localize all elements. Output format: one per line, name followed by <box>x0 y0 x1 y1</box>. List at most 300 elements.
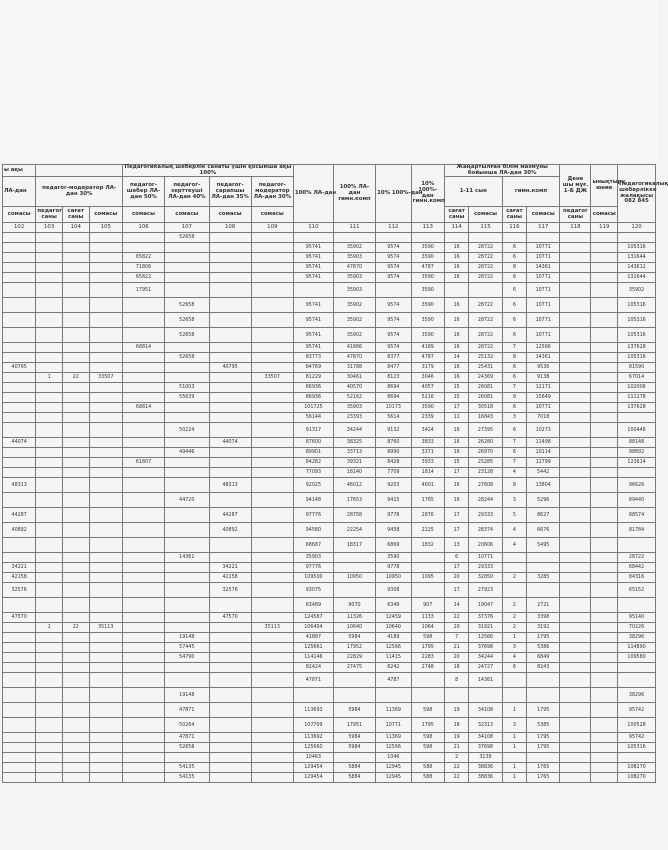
table-cell <box>591 383 618 393</box>
table-row <box>3 343 656 353</box>
table-cell: 11369 <box>376 703 412 718</box>
table-cell: 18140 <box>333 468 375 478</box>
table-cell <box>165 623 209 633</box>
table-cell <box>3 718 36 733</box>
table-cell <box>89 663 122 673</box>
column-number: 118 <box>560 223 591 233</box>
table-cell <box>251 393 293 403</box>
table-cell: 6849 <box>527 653 560 663</box>
table-cell <box>333 233 375 243</box>
table-cell: 9415 <box>376 493 412 508</box>
table-cell: 9458 <box>376 523 412 538</box>
table-cell: 35113 <box>89 623 122 633</box>
header-cell: сағат саны <box>444 207 468 223</box>
table-cell <box>560 538 591 553</box>
table-row <box>3 643 656 653</box>
table-cell <box>62 663 89 673</box>
table-cell <box>209 733 251 743</box>
table-cell: 3 <box>502 413 526 423</box>
table-cell <box>89 733 122 743</box>
table-cell <box>3 753 36 763</box>
table-cell: 3192 <box>527 623 560 633</box>
table-cell <box>591 613 618 623</box>
table-cell: 9574 <box>376 273 412 283</box>
header-cell: сомасы <box>591 207 618 223</box>
table-cell <box>165 478 209 493</box>
table-cell <box>251 313 293 328</box>
table-cell: 137628 <box>618 343 656 353</box>
table-row <box>3 328 656 343</box>
table-cell: 18 <box>444 718 468 733</box>
table-cell <box>89 353 122 363</box>
table-cell <box>376 283 412 298</box>
table-cell <box>591 313 618 328</box>
table-cell <box>122 523 164 538</box>
table-cell <box>36 598 63 613</box>
table-cell <box>560 448 591 458</box>
table-cell: 3371 <box>411 448 444 458</box>
table-cell: 109500 <box>293 573 333 583</box>
table-cell: 6 <box>444 553 468 563</box>
column-number: 113 <box>411 223 444 233</box>
table-cell: 96626 <box>618 478 656 493</box>
table-cell <box>89 403 122 413</box>
table-cell: 95742 <box>618 703 656 718</box>
table-cell: 20 <box>444 623 468 633</box>
table-cell: 17 <box>444 563 468 573</box>
table-cell: 8694 <box>376 383 412 393</box>
table-cell: 83773 <box>293 353 333 363</box>
table-cell <box>591 508 618 523</box>
table-cell <box>89 718 122 733</box>
table-cell: 67014 <box>618 373 656 383</box>
header-cell: сомасы <box>469 207 502 223</box>
table-cell: 89901 <box>293 448 333 458</box>
table-cell <box>36 753 63 763</box>
table-cell: 61807 <box>122 458 164 468</box>
table-cell <box>560 523 591 538</box>
table-cell: 1 <box>502 773 526 783</box>
table-cell: 44074 <box>3 438 36 448</box>
table-cell: 1046 <box>376 753 412 763</box>
table-cell <box>251 773 293 783</box>
table-cell <box>251 328 293 343</box>
table-cell: 52658 <box>165 313 209 328</box>
table-row <box>3 663 656 673</box>
table-cell: 1133 <box>411 613 444 623</box>
table-cell <box>62 653 89 663</box>
table-cell: 13804 <box>527 478 560 493</box>
table-cell: 129454 <box>293 763 333 773</box>
table-cell: 9574 <box>376 313 412 328</box>
table-cell: 48313 <box>3 478 36 493</box>
table-cell <box>209 343 251 353</box>
table-cell: 10771 <box>376 718 412 733</box>
table-cell: 5614 <box>376 413 412 423</box>
table-cell: 22254 <box>333 523 375 538</box>
header-cell: Педагогикалық шеберлік санаты үшін қосымша ақы 100% <box>122 165 293 177</box>
table-cell: 10771 <box>469 553 502 563</box>
table-cell: 6 <box>502 253 526 263</box>
table-cell: 588 <box>411 773 444 783</box>
table-cell <box>591 623 618 633</box>
table-cell: 65152 <box>618 583 656 598</box>
table-cell <box>36 233 63 243</box>
table-cell <box>122 448 164 458</box>
table-cell: 46012 <box>333 478 375 493</box>
table-cell <box>89 413 122 423</box>
table-cell <box>560 283 591 298</box>
table-cell: 10771 <box>527 298 560 313</box>
table-row <box>3 468 656 478</box>
column-number: 103 <box>36 223 63 233</box>
table-cell <box>122 703 164 718</box>
table-cell <box>209 663 251 673</box>
table-cell: 47870 <box>333 263 375 273</box>
table-cell <box>502 688 526 703</box>
table-cell: 35902 <box>333 313 375 328</box>
table-cell: 68814 <box>122 343 164 353</box>
table-cell <box>251 458 293 468</box>
table-cell <box>591 423 618 438</box>
table-cell <box>89 583 122 598</box>
table-cell <box>591 478 618 493</box>
table-cell: 17951 <box>122 283 164 298</box>
table-cell: 26081 <box>469 393 502 403</box>
table-cell: 11799 <box>527 458 560 468</box>
table-cell: 50264 <box>165 718 209 733</box>
table-cell: 4057 <box>411 383 444 393</box>
table-cell: 2339 <box>411 413 444 423</box>
table-cell <box>560 373 591 383</box>
table-cell: 13 <box>444 538 468 553</box>
table-cell: 3139 <box>469 753 502 763</box>
header-cell: сомасы <box>209 207 251 223</box>
table-cell: 131644 <box>618 253 656 263</box>
table-cell: 52658 <box>165 743 209 753</box>
table-cell <box>591 468 618 478</box>
table-cell: 37698 <box>469 743 502 753</box>
table-cell: 10640 <box>376 623 412 633</box>
table-cell: 77093 <box>293 468 333 478</box>
table-cell: 17 <box>444 523 468 538</box>
table-cell: 40795 <box>209 363 251 373</box>
table-cell <box>560 298 591 313</box>
column-number: 105 <box>89 223 122 233</box>
table-cell <box>62 393 89 403</box>
table-cell <box>165 413 209 423</box>
table-cell <box>62 538 89 553</box>
table-cell: 12566 <box>376 743 412 753</box>
table-cell <box>560 233 591 243</box>
table-cell <box>62 458 89 468</box>
table-row <box>3 773 656 783</box>
table-cell: 68442 <box>618 563 656 573</box>
table-cell <box>3 263 36 273</box>
table-cell: 11415 <box>376 653 412 663</box>
table-cell <box>89 448 122 458</box>
table-cell <box>62 243 89 253</box>
table-cell <box>618 663 656 673</box>
table-cell <box>3 538 36 553</box>
table-cell <box>251 478 293 493</box>
table-cell <box>89 423 122 438</box>
table-cell <box>62 328 89 343</box>
table-cell: 34221 <box>3 563 36 573</box>
table-cell <box>3 633 36 643</box>
table-cell <box>165 438 209 448</box>
table-cell <box>251 508 293 523</box>
table-cell: 19148 <box>165 633 209 643</box>
table-cell <box>209 423 251 438</box>
table-cell <box>293 233 333 243</box>
table-cell <box>560 413 591 423</box>
table-cell <box>444 283 468 298</box>
table-cell <box>165 563 209 573</box>
table-row <box>3 283 656 298</box>
table-cell: 35902 <box>333 243 375 253</box>
table-cell: 98892 <box>618 448 656 458</box>
table-cell <box>560 328 591 343</box>
table-cell <box>502 673 526 688</box>
table-cell: 108270 <box>618 773 656 783</box>
table-cell <box>560 243 591 253</box>
table-cell <box>89 328 122 343</box>
table-cell <box>560 688 591 703</box>
table-cell: 4787 <box>411 263 444 273</box>
table-cell <box>89 613 122 623</box>
table-cell: 95140 <box>618 613 656 623</box>
table-cell: 68687 <box>293 538 333 553</box>
table-cell <box>122 633 164 643</box>
table-cell <box>36 643 63 653</box>
table-cell <box>165 458 209 468</box>
table-cell: 1765 <box>527 763 560 773</box>
table-cell: 16 <box>444 438 468 448</box>
table-cell <box>36 383 63 393</box>
table-cell <box>251 403 293 413</box>
table-cell: 9132 <box>376 423 412 438</box>
table-cell <box>165 613 209 623</box>
salary-table <box>2 164 668 783</box>
table-cell <box>502 233 526 243</box>
table-cell: 92025 <box>293 478 333 493</box>
header-cell: ы ақы <box>3 165 36 177</box>
table-cell: 588 <box>411 763 444 773</box>
table-cell: 65822 <box>122 273 164 283</box>
table-cell <box>209 623 251 633</box>
table-cell <box>209 403 251 413</box>
table-cell: 94580 <box>293 523 333 538</box>
table-cell: 29333 <box>469 508 502 523</box>
table-cell <box>89 563 122 573</box>
table-cell: 41886 <box>333 343 375 353</box>
table-cell: 9574 <box>376 253 412 263</box>
table-cell <box>36 583 63 598</box>
header-cell: гимн.комп <box>502 177 560 207</box>
table-cell: 54135 <box>165 763 209 773</box>
table-cell <box>36 243 63 253</box>
table-cell <box>209 643 251 653</box>
table-cell: 3590 <box>411 253 444 263</box>
table-cell <box>62 753 89 763</box>
table-cell: 35903 <box>333 253 375 263</box>
table-cell <box>591 298 618 313</box>
table-cell <box>89 313 122 328</box>
table-cell <box>89 653 122 663</box>
table-row <box>3 653 656 663</box>
table-cell: 14361 <box>527 263 560 273</box>
table-cell <box>209 383 251 393</box>
table-row <box>3 353 656 363</box>
table-cell <box>62 688 89 703</box>
table-cell <box>122 773 164 783</box>
table-cell <box>618 753 656 763</box>
table-cell <box>251 243 293 253</box>
table-cell <box>36 493 63 508</box>
table-cell: 27395 <box>469 423 502 438</box>
table-cell: 106404 <box>293 623 333 633</box>
table-cell <box>62 313 89 328</box>
table-row <box>3 263 656 273</box>
table-cell <box>165 508 209 523</box>
table-cell <box>3 663 36 673</box>
table-cell <box>251 583 293 598</box>
table-cell <box>62 263 89 273</box>
table-cell <box>469 283 502 298</box>
table-cell: 6 <box>502 328 526 343</box>
table-cell <box>3 273 36 283</box>
table-cell <box>333 563 375 573</box>
table-cell <box>591 703 618 718</box>
table-cell: 3933 <box>411 458 444 468</box>
table-cell <box>36 253 63 263</box>
table-cell <box>36 478 63 493</box>
column-number: 112 <box>376 223 412 233</box>
table-row <box>3 763 656 773</box>
table-cell: 2 <box>444 753 468 763</box>
table-cell: 31788 <box>333 363 375 373</box>
table-cell <box>36 458 63 468</box>
table-cell <box>122 613 164 623</box>
table-cell <box>527 673 560 688</box>
table-cell <box>560 753 591 763</box>
table-cell <box>89 393 122 403</box>
table-cell <box>560 553 591 563</box>
table-cell: 35902 <box>618 283 656 298</box>
table-cell <box>62 508 89 523</box>
table-cell: 14361 <box>527 353 560 363</box>
table-cell <box>165 468 209 478</box>
table-cell: 88148 <box>618 438 656 448</box>
table-cell <box>62 633 89 643</box>
table-cell <box>209 273 251 283</box>
table-cell <box>122 478 164 493</box>
table-cell: 52658 <box>165 328 209 343</box>
table-cell: 8694 <box>376 393 412 403</box>
table-cell <box>591 438 618 448</box>
table-row <box>3 373 656 383</box>
table-cell: 28722 <box>469 313 502 328</box>
table-cell <box>122 373 164 383</box>
table-cell: 16 <box>444 423 468 438</box>
table-cell <box>122 753 164 763</box>
table-cell: 8990 <box>376 448 412 458</box>
table-cell <box>89 468 122 478</box>
table-cell: 1832 <box>411 538 444 553</box>
table-cell: 89440 <box>618 493 656 508</box>
table-cell: 1 <box>502 633 526 643</box>
table-cell: 52162 <box>333 393 375 403</box>
table-cell: 10771 <box>527 273 560 283</box>
table-cell: 10771 <box>527 253 560 263</box>
table-cell: 28722 <box>469 263 502 273</box>
table-cell: 9308 <box>376 583 412 598</box>
table-cell: 3179 <box>411 363 444 373</box>
table-cell: 105316 <box>618 328 656 343</box>
column-number-row <box>3 223 656 233</box>
table-cell: 2876 <box>411 508 444 523</box>
table-cell <box>165 363 209 373</box>
table-cell: 1795 <box>527 743 560 753</box>
table-cell <box>209 688 251 703</box>
table-cell <box>560 273 591 283</box>
table-cell: 18317 <box>333 538 375 553</box>
table-cell: 55639 <box>165 393 209 403</box>
table-cell: 6349 <box>376 598 412 613</box>
table-cell: 907 <box>411 598 444 613</box>
table-cell <box>411 753 444 763</box>
header-cell: сағат саны <box>62 207 89 223</box>
header-cell: педагог саны <box>560 207 591 223</box>
table-cell: 63489 <box>293 598 333 613</box>
table-cell <box>560 403 591 413</box>
header-cell: сомасы <box>251 207 293 223</box>
table-cell: 16 <box>444 313 468 328</box>
table-cell <box>62 353 89 363</box>
table-cell: 12945 <box>376 763 412 773</box>
table-row <box>3 363 656 373</box>
table-cell: 88574 <box>618 508 656 523</box>
table-cell <box>209 313 251 328</box>
table-cell: 6 <box>502 273 526 283</box>
table-cell <box>3 773 36 783</box>
table-cell <box>376 688 412 703</box>
table-row <box>3 553 656 563</box>
table-cell: 5884 <box>333 763 375 773</box>
table-cell: 1064 <box>411 623 444 633</box>
table-cell: 30518 <box>469 403 502 413</box>
table-cell <box>89 298 122 313</box>
table-cell <box>333 583 375 598</box>
table-cell: 97776 <box>293 508 333 523</box>
table-cell <box>122 243 164 253</box>
table-cell: 3590 <box>411 283 444 298</box>
table-row <box>3 523 656 538</box>
table-cell <box>89 763 122 773</box>
table-cell: 8627 <box>527 508 560 523</box>
table-cell <box>591 663 618 673</box>
header-cell: 10% 100%-дан <box>376 165 412 223</box>
table-cell <box>560 573 591 583</box>
table-cell: 26081 <box>469 383 502 393</box>
table-cell: 54790 <box>165 653 209 663</box>
table-cell <box>62 363 89 373</box>
table-cell: 11498 <box>527 438 560 448</box>
table-cell: 40795 <box>3 363 36 373</box>
table-cell <box>36 438 63 448</box>
table-cell: 3590 <box>411 273 444 283</box>
